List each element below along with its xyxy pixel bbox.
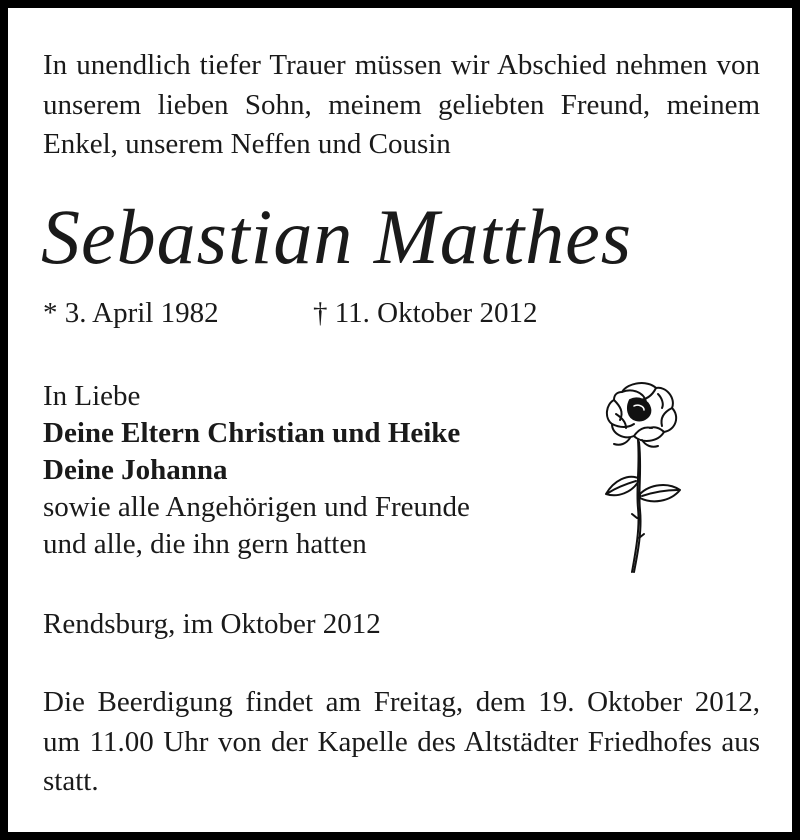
obituary-notice	[8, 8, 792, 832]
signoff-partner: Deine Johanna	[43, 454, 228, 486]
place-and-date: Rendsburg, im Oktober 2012	[43, 608, 381, 640]
intro-line: Freund, meinem Enkel, unserem Neffen und Cousin	[43, 88, 761, 160]
birth-date: * 3. April 1982	[43, 297, 219, 329]
life-dates	[43, 295, 538, 331]
signoff-relatives: sowie alle Angehörigen und Freunde	[43, 491, 470, 523]
funeral-notice	[43, 683, 760, 802]
signature-block	[43, 378, 470, 563]
deceased-name: Sebastian Matthes	[41, 193, 633, 280]
funeral-line: Die Beerdigung findet am Freitag, dem 19. Oktober	[43, 686, 683, 718]
signoff-opening: In Liebe	[43, 380, 141, 412]
intro-line: nehmen von unserem lieben Sohn, meinem geliebten	[43, 49, 760, 121]
funeral-line: 2012, um 11.00 Uhr von der Kapelle des Altstädter	[43, 686, 760, 758]
death-date: † 11. Oktober 2012	[313, 297, 538, 329]
intro-text	[43, 46, 760, 165]
signoff-others: und alle, die ihn gern hatten	[43, 528, 367, 560]
funeral-line: Friedhofes aus statt.	[43, 725, 761, 797]
rose-icon	[592, 378, 688, 578]
intro-line: In unendlich tiefer Trauer müssen wir Abschied	[43, 49, 607, 81]
signoff-parents: Deine Eltern Christian und Heike	[43, 417, 461, 449]
